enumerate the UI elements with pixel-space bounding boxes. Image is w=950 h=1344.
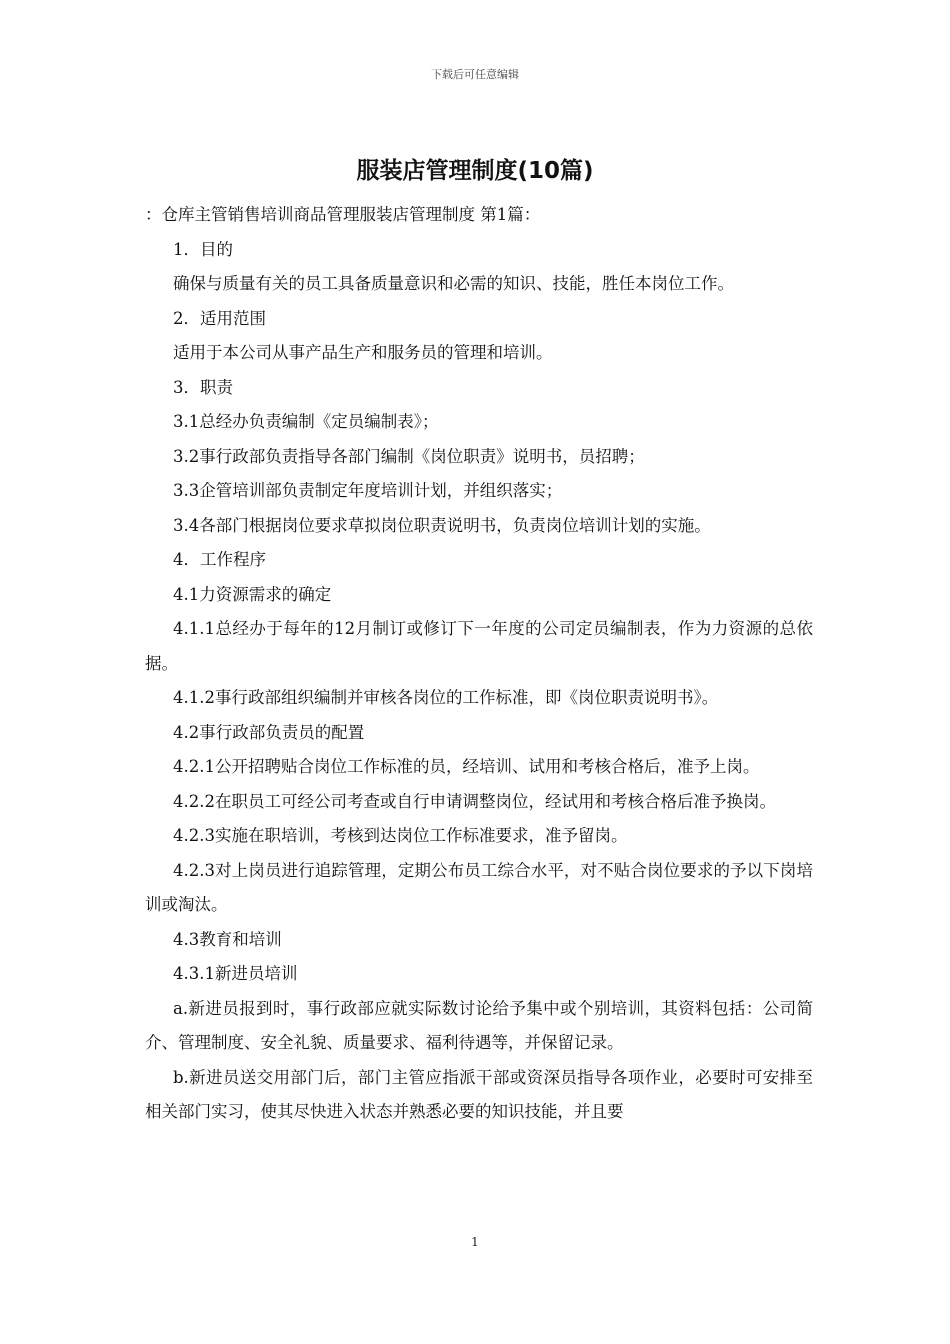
paragraph: 4.1.1总经办于每年的12月制订或修订下一年度的公司定员编制表，作为力资源的总依据。 (145, 619, 813, 673)
paragraph: 4.3.1新进员培训 (173, 964, 298, 983)
paragraph: 4．工作程序 (173, 550, 266, 569)
paragraph: 4.2.1公开招聘贴合岗位工作标准的员，经培训、试用和考核合格后，准予上岗。 (173, 757, 760, 776)
paragraph: 3.3企管培训部负责制定年度培训计划，并组织落实； (173, 481, 563, 500)
paragraph: ：仓库主管销售培训商品管理服装店管理制度 第1篇： (145, 205, 541, 224)
paragraph: 1．目的 (173, 239, 233, 259)
paragraph: 确保与质量有关的员工具备质量意识和必需的知识、技能，胜任本岗位工作。 (173, 274, 734, 293)
header-note: 下载后可任意编辑 (431, 68, 519, 81)
paragraph: 3.4各部门根据岗位要求草拟岗位职责说明书，负责岗位培训计划的实施。 (173, 515, 711, 535)
paragraph: 适用于本公司从事产品生产和服务员的管理和培训。 (173, 343, 553, 362)
document-body (145, 198, 813, 1130)
paragraph: 4.2.3对上岗员进行追踪管理，定期公布员工综合水平，对不贴合岗位要求的予以下岗培训或淘汰。 (145, 860, 813, 914)
paragraph: 3.1总经办负责编制《定员编制表》； (173, 412, 439, 431)
paragraph: 4.2.2在职员工可经公司考查或自行申请调整岗位，经试用和考核合格后准予换岗。 (173, 791, 776, 811)
paragraph: 2．适用范围 (173, 308, 266, 328)
page-number: 1 (471, 1235, 479, 1249)
paragraph: 4.3教育和培训 (173, 929, 282, 949)
paragraph: 4.1力资源需求的确定 (173, 584, 332, 604)
paragraph: 3．职责 (173, 377, 233, 397)
paragraph: 4.1.2事行政部组织编制并审核各岗位的工作标准，即《岗位职责说明书》。 (173, 688, 719, 707)
paragraph: 3.2事行政部负责指导各部门编制《岗位职责》说明书，员招聘； (173, 446, 645, 466)
paragraph: b.新进员送交用部门后，部门主管应指派干部或资深员指导各项作业，必要时可安排至相关部门实习，使其尽快进入状态并熟悉必要的知识技能，并且要 (145, 1067, 813, 1121)
paragraph: 4.2事行政部负责员的配置 (173, 722, 365, 742)
paragraph: a.新进员报到时，事行政部应就实际数讨论给予集中或个别培训，其资料包括：公司简介、管理制度、安全礼貌、质量要求、福利待遇等，并保留记录。 (145, 998, 813, 1052)
paragraph: 4.2.3实施在职培训，考核到达岗位工作标准要求，准予留岗。 (173, 826, 628, 845)
document-title: 服装店管理制度(10篇) (356, 158, 594, 184)
